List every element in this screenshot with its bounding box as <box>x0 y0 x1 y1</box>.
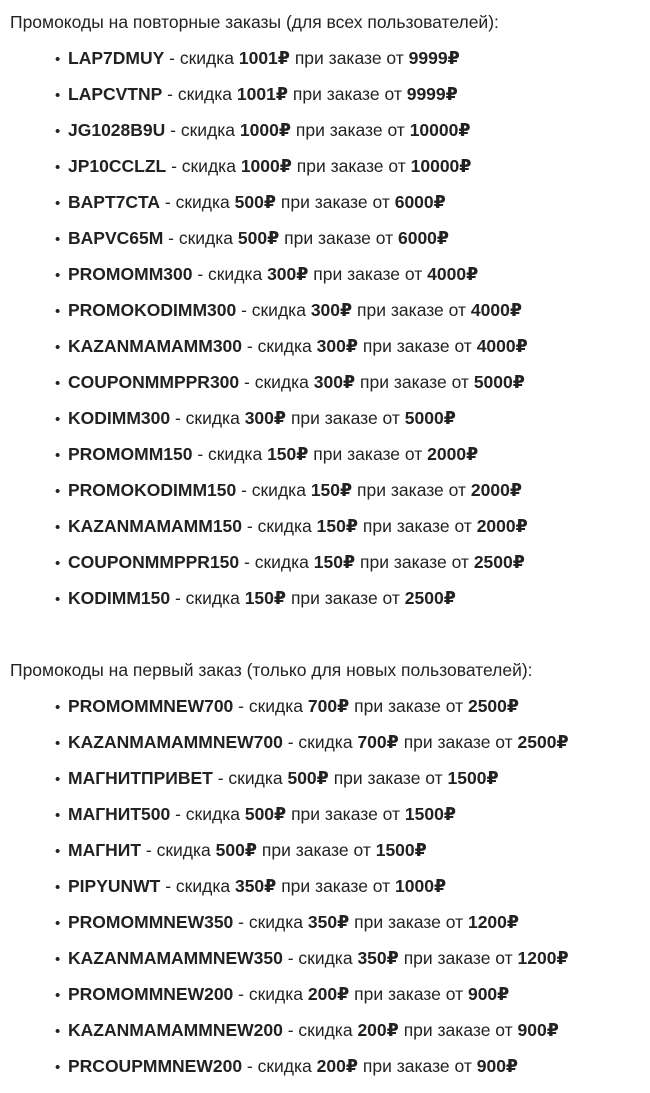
discount-amount: 300₽ <box>310 300 353 320</box>
discount-label: - скидка <box>233 696 308 716</box>
discount-label: - скидка <box>141 840 216 860</box>
promo-code: KODIMM300 <box>68 408 171 428</box>
discount-amount: 350₽ <box>307 912 350 932</box>
minimum-order-amount: 900₽ <box>476 1056 519 1076</box>
order-label: при заказе от <box>349 912 468 932</box>
discount-amount: 150₽ <box>313 552 356 572</box>
bullet-icon: • <box>55 519 61 536</box>
bullet-icon: • <box>55 735 61 752</box>
promo-code: KAZANMAMAMMNEW350 <box>68 948 283 968</box>
minimum-order-amount: 1500₽ <box>447 768 499 788</box>
discount-label: - скидка <box>160 192 235 212</box>
promo-code: BAPVC65M <box>68 228 164 248</box>
promo-list-item <box>55 262 528 298</box>
promo-code: PIPYUNWT <box>68 876 161 896</box>
bullet-icon: • <box>55 807 61 824</box>
promo-list-item <box>55 478 528 514</box>
promo-list-item <box>55 46 528 82</box>
discount-label: - скидка <box>192 264 268 284</box>
promo-code: LAPCVTNP <box>68 84 163 104</box>
promo-code: МАГНИТ <box>68 840 142 860</box>
discount-amount: 150₽ <box>267 444 309 464</box>
first-order-promo-list <box>55 694 569 1090</box>
discount-amount: 350₽ <box>357 948 399 968</box>
promo-code: PROMOMMNEW350 <box>68 912 234 932</box>
order-label: при заказе от <box>398 1020 518 1040</box>
discount-amount: 300₽ <box>313 372 356 392</box>
discount-label: - скидка <box>162 84 237 104</box>
promo-list-item <box>55 874 569 910</box>
bullet-icon: • <box>55 879 61 896</box>
order-label: при заказе от <box>358 1056 477 1076</box>
discount-amount: 200₽ <box>307 984 350 1004</box>
discount-amount: 200₽ <box>316 1056 359 1076</box>
bullet-icon: • <box>55 591 61 608</box>
minimum-order-amount: 2500₽ <box>467 696 520 716</box>
order-label: при заказе от <box>308 444 428 464</box>
minimum-order-amount: 4000₽ <box>470 300 522 320</box>
discount-amount: 1000₽ <box>240 156 292 176</box>
promo-code: JP10CCLZL <box>68 156 167 176</box>
promo-list-item <box>55 334 528 370</box>
order-label: при заказе от <box>349 696 468 716</box>
discount-label: - скидка <box>192 444 268 464</box>
promo-list-item <box>55 766 569 802</box>
bullet-icon: • <box>55 699 61 716</box>
discount-amount: 1001₽ <box>236 84 289 104</box>
bullet-icon: • <box>55 987 61 1004</box>
order-label: при заказе от <box>276 192 395 212</box>
bullet-icon: • <box>55 267 61 284</box>
promo-list-item <box>55 802 569 838</box>
bullet-icon: • <box>55 555 61 572</box>
discount-label: - скидка <box>166 156 241 176</box>
order-label: при заказе от <box>276 876 396 896</box>
promo-list-item <box>55 946 569 982</box>
order-label: при заказе от <box>352 480 471 500</box>
bullet-icon: • <box>55 951 61 968</box>
discount-label: - скидка <box>282 1020 358 1040</box>
promo-code: KODIMM150 <box>68 588 171 608</box>
promo-code: COUPONMMPPR300 <box>68 372 240 392</box>
discount-label: - скидка <box>239 552 314 572</box>
minimum-order-amount: 2000₽ <box>470 480 522 500</box>
repeat-orders-heading: Промокоды на повторные заказы (для всех пользователей): <box>10 12 499 32</box>
promo-code: BAPT7CTA <box>68 192 161 212</box>
order-label: при заказе от <box>286 408 405 428</box>
bullet-icon: • <box>55 1023 61 1040</box>
order-label: при заказе от <box>286 588 405 608</box>
order-label: при заказе от <box>398 732 518 752</box>
minimum-order-amount: 9999₽ <box>408 48 460 68</box>
bullet-icon: • <box>55 375 61 392</box>
promo-list-item <box>55 514 528 550</box>
minimum-order-amount: 1200₽ <box>467 912 520 932</box>
order-label: при заказе от <box>308 264 428 284</box>
promo-code: KAZANMAMAMM150 <box>68 516 243 536</box>
promo-code: PROMOMMNEW700 <box>68 696 234 716</box>
repeat-orders-promo-list <box>55 46 528 622</box>
bullet-icon: • <box>55 195 61 212</box>
minimum-order-amount: 1500₽ <box>375 840 427 860</box>
order-label: при заказе от <box>398 948 518 968</box>
minimum-order-amount: 1000₽ <box>395 876 447 896</box>
discount-label: - скидка <box>236 480 311 500</box>
minimum-order-amount: 2000₽ <box>476 516 528 536</box>
order-label: при заказе от <box>349 984 468 1004</box>
bullet-icon: • <box>55 339 61 356</box>
discount-amount: 500₽ <box>237 228 280 248</box>
promo-code: PROMOMMNEW200 <box>68 984 234 1004</box>
bullet-icon: • <box>55 303 61 320</box>
promo-code: МАГНИТ500 <box>68 804 171 824</box>
bullet-icon: • <box>55 411 61 428</box>
minimum-order-amount: 1500₽ <box>404 804 457 824</box>
discount-amount: 500₽ <box>287 768 329 788</box>
order-label: при заказе от <box>291 120 410 140</box>
order-label: при заказе от <box>328 768 448 788</box>
discount-amount: 150₽ <box>244 588 287 608</box>
minimum-order-amount: 4000₽ <box>476 336 528 356</box>
bullet-icon: • <box>55 915 61 932</box>
bullet-icon: • <box>55 87 61 104</box>
discount-amount: 500₽ <box>244 804 287 824</box>
discount-label: - скидка <box>236 300 311 320</box>
promo-list-item <box>55 82 528 118</box>
order-label: при заказе от <box>355 552 474 572</box>
discount-amount: 350₽ <box>234 876 277 896</box>
minimum-order-amount: 6000₽ <box>394 192 446 212</box>
promo-code: PROMOMM150 <box>68 444 193 464</box>
order-label: при заказе от <box>355 372 474 392</box>
discount-amount: 1001₽ <box>238 48 290 68</box>
promo-list-item <box>55 982 569 1018</box>
minimum-order-amount: 5000₽ <box>473 372 525 392</box>
order-label: при заказе от <box>291 156 411 176</box>
discount-amount: 150₽ <box>310 480 353 500</box>
minimum-order-amount: 900₽ <box>517 1020 559 1040</box>
discount-amount: 700₽ <box>357 732 399 752</box>
discount-label: - скидка <box>170 408 245 428</box>
bullet-icon: • <box>55 123 61 140</box>
minimum-order-amount: 10000₽ <box>410 156 472 176</box>
bullet-icon: • <box>55 447 61 464</box>
minimum-order-amount: 2500₽ <box>517 732 569 752</box>
promo-list-item <box>55 838 569 874</box>
discount-label: - скидка <box>170 804 245 824</box>
promo-list-item <box>55 730 569 766</box>
bullet-icon: • <box>55 159 61 176</box>
order-label: при заказе от <box>289 48 409 68</box>
discount-label: - скидка <box>282 732 358 752</box>
discount-amount: 500₽ <box>215 840 258 860</box>
promo-list-item <box>55 910 569 946</box>
promo-code: PRCOUPMMNEW200 <box>68 1056 243 1076</box>
order-label: при заказе от <box>257 840 376 860</box>
discount-amount: 200₽ <box>357 1020 399 1040</box>
discount-amount: 150₽ <box>316 516 358 536</box>
discount-label: - скидка <box>164 48 239 68</box>
promo-code: LAP7DMUY <box>68 48 165 68</box>
promo-list-item <box>55 550 528 586</box>
discount-label: - скидка <box>242 516 317 536</box>
discount-amount: 500₽ <box>234 192 277 212</box>
promo-code: KAZANMAMAMM300 <box>68 336 243 356</box>
discount-amount: 300₽ <box>244 408 287 428</box>
minimum-order-amount: 900₽ <box>467 984 510 1004</box>
discount-label: - скидка <box>239 372 314 392</box>
minimum-order-amount: 6000₽ <box>397 228 450 248</box>
promo-code: KAZANMAMAMMNEW200 <box>68 1020 283 1040</box>
bullet-icon: • <box>55 1059 61 1076</box>
discount-label: - скидка <box>242 336 317 356</box>
bullet-icon: • <box>55 771 61 788</box>
discount-label: - скидка <box>233 912 308 932</box>
promo-code: JG1028B9U <box>68 120 166 140</box>
promo-list-item <box>55 154 528 190</box>
discount-label: - скидка <box>163 228 238 248</box>
promo-code: PROMOMM300 <box>68 264 193 284</box>
minimum-order-amount: 1200₽ <box>517 948 569 968</box>
discount-amount: 300₽ <box>267 264 309 284</box>
bullet-icon: • <box>55 843 61 860</box>
promo-list-item <box>55 190 528 226</box>
discount-amount: 300₽ <box>316 336 358 356</box>
promo-list-item <box>55 298 528 334</box>
discount-label: - скидка <box>242 1056 317 1076</box>
discount-label: - скидка <box>282 948 358 968</box>
minimum-order-amount: 5000₽ <box>404 408 456 428</box>
discount-amount: 700₽ <box>307 696 350 716</box>
promo-code: МАГНИТПРИВЕТ <box>68 768 213 788</box>
minimum-order-amount: 10000₽ <box>409 120 471 140</box>
promo-list-item <box>55 406 528 442</box>
bullet-icon: • <box>55 51 61 68</box>
minimum-order-amount: 9999₽ <box>406 84 458 104</box>
discount-amount: 1000₽ <box>239 120 291 140</box>
promo-list-item <box>55 694 569 730</box>
order-label: при заказе от <box>352 300 471 320</box>
minimum-order-amount: 2000₽ <box>427 444 479 464</box>
minimum-order-amount: 2500₽ <box>404 588 456 608</box>
discount-label: - скидка <box>160 876 235 896</box>
discount-label: - скидка <box>233 984 308 1004</box>
bullet-icon: • <box>55 231 61 248</box>
promo-list-item <box>55 442 528 478</box>
promo-list-item <box>55 1054 569 1090</box>
promo-list-item <box>55 118 528 154</box>
order-label: при заказе от <box>358 516 477 536</box>
promo-code: COUPONMMPPR150 <box>68 552 240 572</box>
promo-code: KAZANMAMAMMNEW700 <box>68 732 283 752</box>
order-label: при заказе от <box>286 804 405 824</box>
promo-list-item <box>55 586 528 622</box>
order-label: при заказе от <box>288 84 407 104</box>
discount-label: - скидка <box>170 588 245 608</box>
order-label: при заказе от <box>279 228 398 248</box>
promo-list-item <box>55 1018 569 1054</box>
first-order-heading: Промокоды на первый заказ (только для новых пользователей): <box>10 660 533 680</box>
promo-code: PROMOKODIMM150 <box>68 480 237 500</box>
discount-label: - скидка <box>212 768 288 788</box>
minimum-order-amount: 2500₽ <box>473 552 525 572</box>
promo-list-item <box>55 226 528 262</box>
bullet-icon: • <box>55 483 61 500</box>
discount-label: - скидка <box>165 120 240 140</box>
minimum-order-amount: 4000₽ <box>427 264 479 284</box>
promo-code: PROMOKODIMM300 <box>68 300 237 320</box>
order-label: при заказе от <box>358 336 477 356</box>
promo-list-item <box>55 370 528 406</box>
